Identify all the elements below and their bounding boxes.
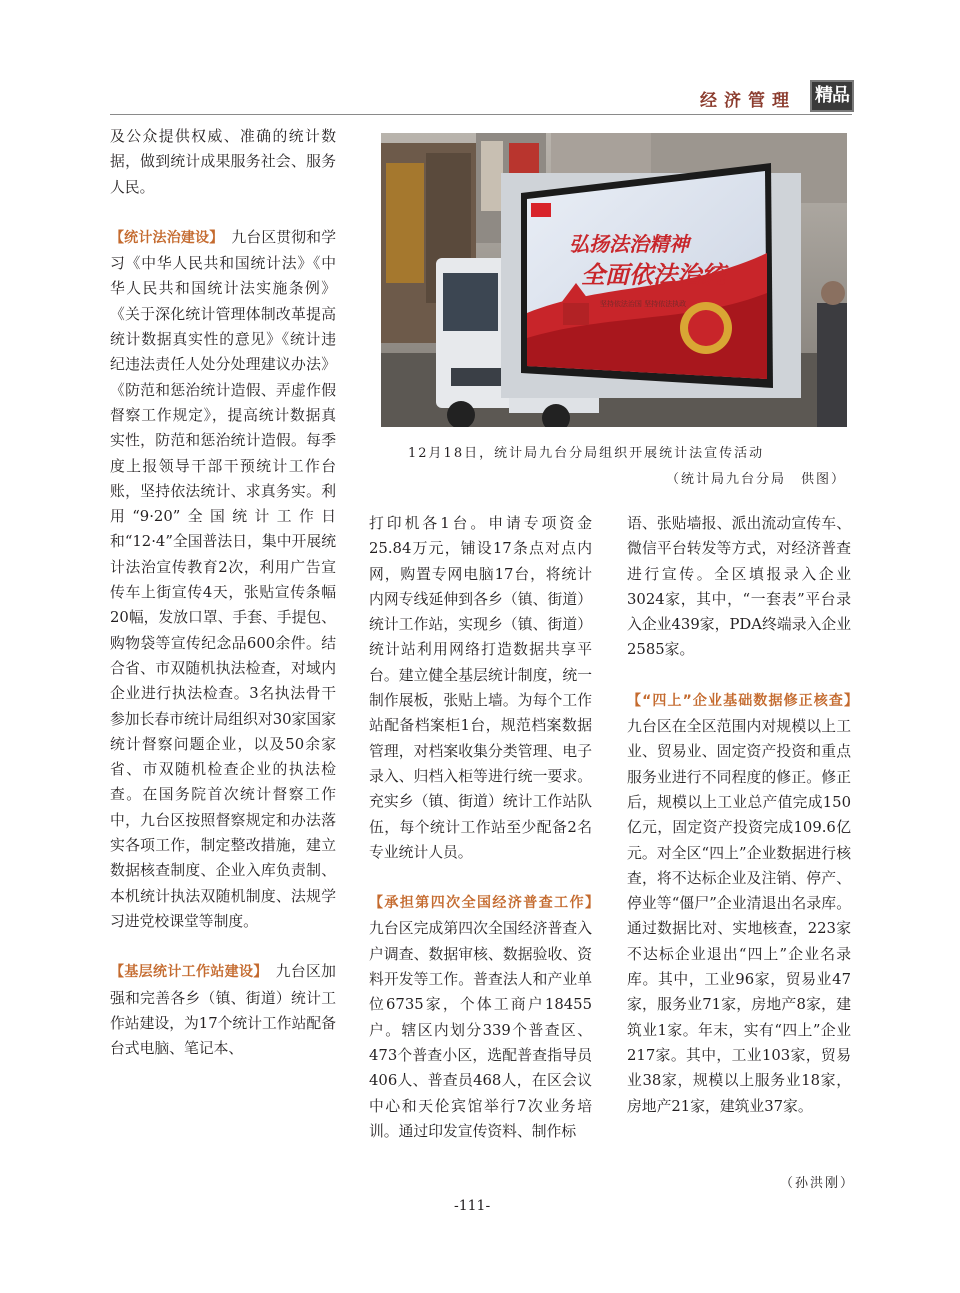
paragraph-enterprise-data — [627, 688, 851, 1119]
section-body-census-part2: 语、张贴墙报、派出流动宣传车、微信平台转发等方式，对经济普查进行宣传。全区填报录入企业3024家，其中，“一套表”平台录入企业439家，PDA终端录入企业2585家。 — [627, 515, 851, 659]
paragraph-intro-continued: 及公众提供权威、准确的统计数据，做到统计成果服务社会、服务人民。 — [110, 128, 336, 196]
section-body-enterprise-data: 九台区在全区范围内对规模以上工业、贸易业、固定资产投资和重点服务业进行不同程度的修正。修正后，规模以上工业总产值完成150亿元，固定资产投资完成109.6亿元。对全区“四上”企业数据进行核查，将不达标企业及注销、停产、停业等“僵尸”企业清退出名录库。通过数据比对、实地核查，223家不达标企业退出“四上”企业名录库。其中，工业96家，贸易业47家，服务业71家，房地产8家，建筑业1家。年末，实有“四上”企业217家。其中，工业103家，贸易业38家，规模以上服务业18家，房地产21家，建筑业37家。 — [627, 718, 851, 1115]
banner-slogan: 坚持依法治国 坚持依法执政 — [599, 300, 687, 308]
paragraph-workstation — [110, 959, 336, 1061]
page-number: -111- — [454, 1198, 491, 1214]
banner-line2: 全面依法治统 — [581, 261, 725, 289]
section-title: 经济管理 — [700, 91, 796, 111]
header-divider — [110, 114, 852, 115]
author-credit: （孙洪刚） — [780, 1176, 856, 1191]
section-heading-workstation: 【基层统计工作站建设】 — [110, 964, 261, 981]
photo-credit: （统计局九台分局 供图） — [666, 472, 847, 487]
magazine-logo: 精品 — [810, 80, 854, 112]
photo-illustration — [381, 133, 847, 427]
section-heading-enterprise-data: 【“四上”企业基础数据修正核查】 — [627, 692, 851, 709]
text-column-1 — [110, 124, 336, 1061]
section-body-statistics-law: 九台区贯彻和学习《中华人民共和国统计法》《中华人民共和国统计法实施条例》《关于深化统计管理体制改革提高统计数据真实性的意见》《统计违纪违法责任人处分处理建议办法》《防范和惩治统计造假、弄虚作假督察工作规定》，提高统计数据真实性，防范和惩治统计造假。每季度上报领导干部干预统计工作台账，坚持依法统计、求真务实。利用“9·20”全国统计工作日和“12·4”全国普法日，集中开展统计法治宣传教育2次，利用广告宣传车上街宣传4天，张贴宣传条幅20幅，发放口罩、手套、手提包、购物袋等宣传纪念品600余件。结合省、市双随机执法检查，对域内企业进行执法检查。3名执法骨干参加长春市统计局组织对30家国家统计督察问题企业，以及50余家省、市双随机检查企业的执法检查。在国务院首次统计督察工作中，九台区按照督察规定和办法落实各项工作，制定整改措施，建立数据核查制度、企业入库负责制、本机统计执法双随机制度、法规学习进党校课堂等制度。 — [110, 228, 336, 930]
paragraph-statistics-law — [110, 225, 336, 934]
news-photo — [381, 133, 847, 427]
text-column-2 — [369, 511, 592, 1144]
paragraph-census — [369, 890, 592, 1144]
section-body-census-part1: 九台区完成第四次全国经济普查入户调查、数据审核、数据验收、资料开发等工作。普查法人和产业单位6735家，个体工商户18455户。辖区内划分339个普查区、473个普查小区，选配普查指导员406人、普查员468人，在区会议中心和天伦宾馆举行7次业务培训。通过印发宣传资料、制作标 — [369, 920, 592, 1140]
section-heading-census: 【承担第四次全国经济普查工作】 — [369, 895, 592, 912]
photo-caption: 12月18日，统计局九台分局组织开展统计法宣传活动 — [408, 446, 765, 461]
banner-line1: 弘扬法治精神 — [569, 232, 689, 256]
section-body-workstation-part1: 九台区加强和完善各乡（镇、街道）统计工作站建设，为17个统计工作站配备台式电脑、笔记本、 — [110, 963, 336, 1058]
section-heading-statistics-law: 【统计法治建设】 — [110, 229, 217, 246]
section-body-workstation-part2: 打印机各1台。申请专项资金25.84万元，铺设17条点对点内网，购置专网电脑17台，将统计内网专线延伸到各乡（镇、街道）统计工作站，实现乡（镇、街道）统计站利用网络打造数据共享平台。建立健全基层统计制度，统一制作展板，张贴上墙。为每个工作站配备档案柜1台，规范档案数据管理，对档案收集分类管理、电子录入、归档入柜等进行统一要求。充实乡（镇、街道）统计工作站队伍，每个统计工作站至少配备2名专业统计人员。 — [369, 515, 592, 861]
text-column-3 — [627, 511, 851, 1119]
